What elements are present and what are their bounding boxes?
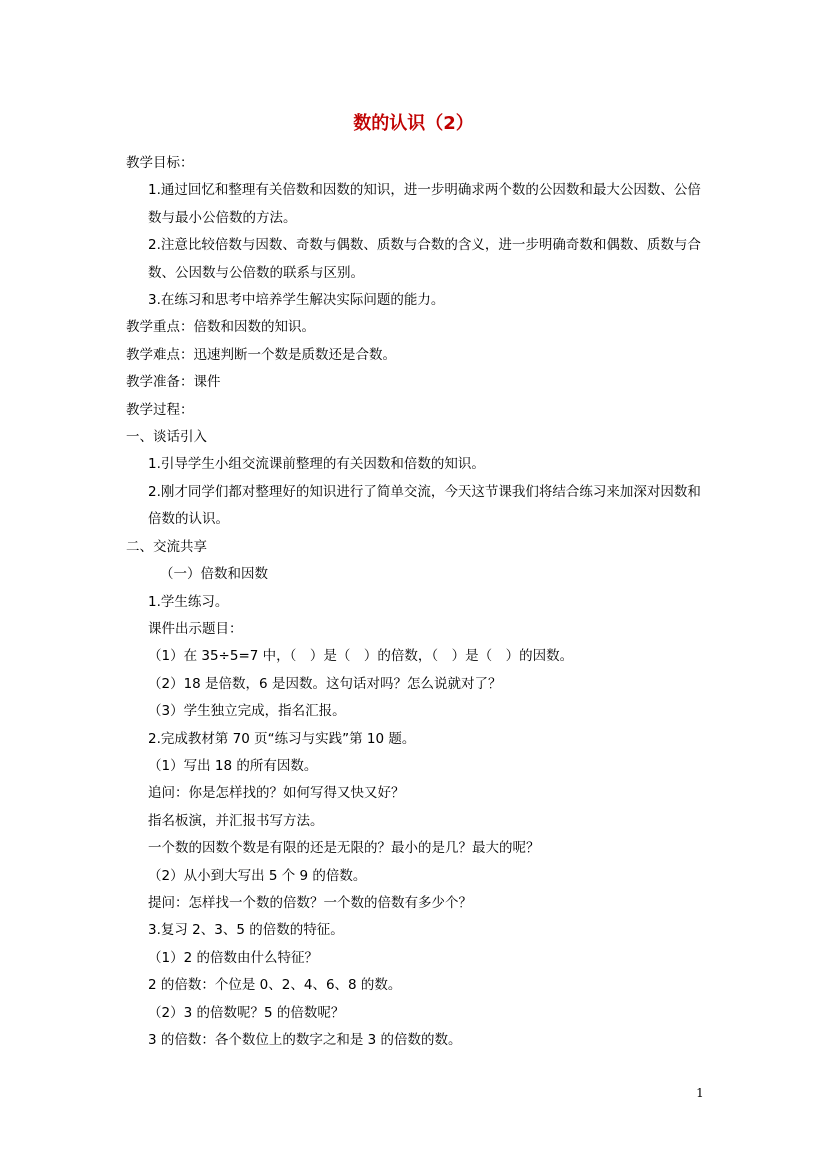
page-number: 1 bbox=[696, 1086, 704, 1100]
paragraph-student-practice: 1.学生练习。 bbox=[148, 593, 229, 610]
section-heading-sharing: 二、交流共享 bbox=[126, 538, 207, 555]
paragraph-objective-1: 1.通过回忆和整理有关倍数和因数的知识，进一步明确求两个数的公因数和最大公因数、公倍数与最小公倍数的方法。 bbox=[148, 182, 701, 226]
subsection-heading-multiples-factors: （一）倍数和因数 bbox=[160, 566, 268, 583]
exercise-item-3: （3）学生独立完成，指名汇报。 bbox=[148, 703, 346, 720]
document-title: 数的认识（2） bbox=[353, 113, 474, 134]
exercise-item-2: （2）18 是倍数，6 是因数。这句话对吗？怎么说就对了？ bbox=[148, 675, 502, 692]
paragraph-board-demo: 指名板演，并汇报书写方法。 bbox=[148, 812, 324, 829]
paragraph-objective-3: 3.在练习和思考中培养学生解决实际问题的能力。 bbox=[148, 292, 445, 309]
paragraph-intro-2: 2.刚才同学们都对整理好的知识进行了简单交流，今天这节课我们将结合练习来加深对因数和倍数的认识。 bbox=[148, 483, 701, 528]
exercise-item-1: （1）在 35÷5=7 中，（ ）是（ ）的倍数，（ ）是（ ）的因数。 bbox=[148, 648, 574, 665]
paragraph-textbook-exercise: 2.完成教材第 70 页“练习与实践”第 10 题。 bbox=[148, 730, 416, 747]
paragraph-review-features: 3.复习 2、3、5 的倍数的特征。 bbox=[148, 922, 344, 939]
paragraph-multiples-of-3-answer: 3 的倍数：各个数位上的数字之和是 3 的倍数的数。 bbox=[148, 1032, 462, 1048]
section-heading-introduction: 一、谈话引入 bbox=[126, 429, 207, 446]
exercise-multiples-of-2: （1）2 的倍数由什么特征？ bbox=[148, 949, 318, 966]
paragraph-courseware: 课件出示题目： bbox=[148, 620, 243, 637]
paragraph-multiples-of-2-answer: 2 的倍数：个位是 0、2、4、6、8 的数。 bbox=[148, 977, 402, 994]
paragraph-multiples-question: 提问：怎样找一个数的倍数？一个数的倍数有多少个？ bbox=[148, 894, 472, 911]
exercise-factors-18: （1）写出 18 的所有因数。 bbox=[148, 757, 318, 774]
paragraph-factor-count-question: 一个数的因数个数是有限的还是无限的？最小的是几？最大的呢？ bbox=[148, 840, 540, 857]
section-heading-objectives: 教学目标： bbox=[126, 155, 194, 171]
paragraph-preparation: 教学准备：课件 bbox=[126, 374, 221, 391]
document-body bbox=[126, 150, 706, 1054]
paragraph-intro-1: 1.引导学生小组交流课前整理的有关因数和倍数的知识。 bbox=[148, 456, 485, 473]
paragraph-difficult-points: 教学难点：迅速判断一个数是质数还是合数。 bbox=[126, 346, 396, 363]
paragraph-follow-up-question: 追问：你是怎样找的？如何写得又快又好？ bbox=[148, 785, 405, 802]
section-heading-process: 教学过程： bbox=[126, 401, 194, 418]
paragraph-objective-2: 2.注意比较倍数与因数、奇数与偶数、质数与合数的含义，进一步明确奇数和偶数、质数与合数、公因数与公倍数的联系与区别。 bbox=[148, 237, 701, 281]
exercise-multiples-9: （2）从小到大写出 5 个 9 的倍数。 bbox=[148, 867, 367, 884]
exercise-multiples-of-3-5: （2）3 的倍数呢？5 的倍数呢？ bbox=[148, 1004, 345, 1021]
paragraph-key-points: 教学重点：倍数和因数的知识。 bbox=[126, 319, 315, 336]
